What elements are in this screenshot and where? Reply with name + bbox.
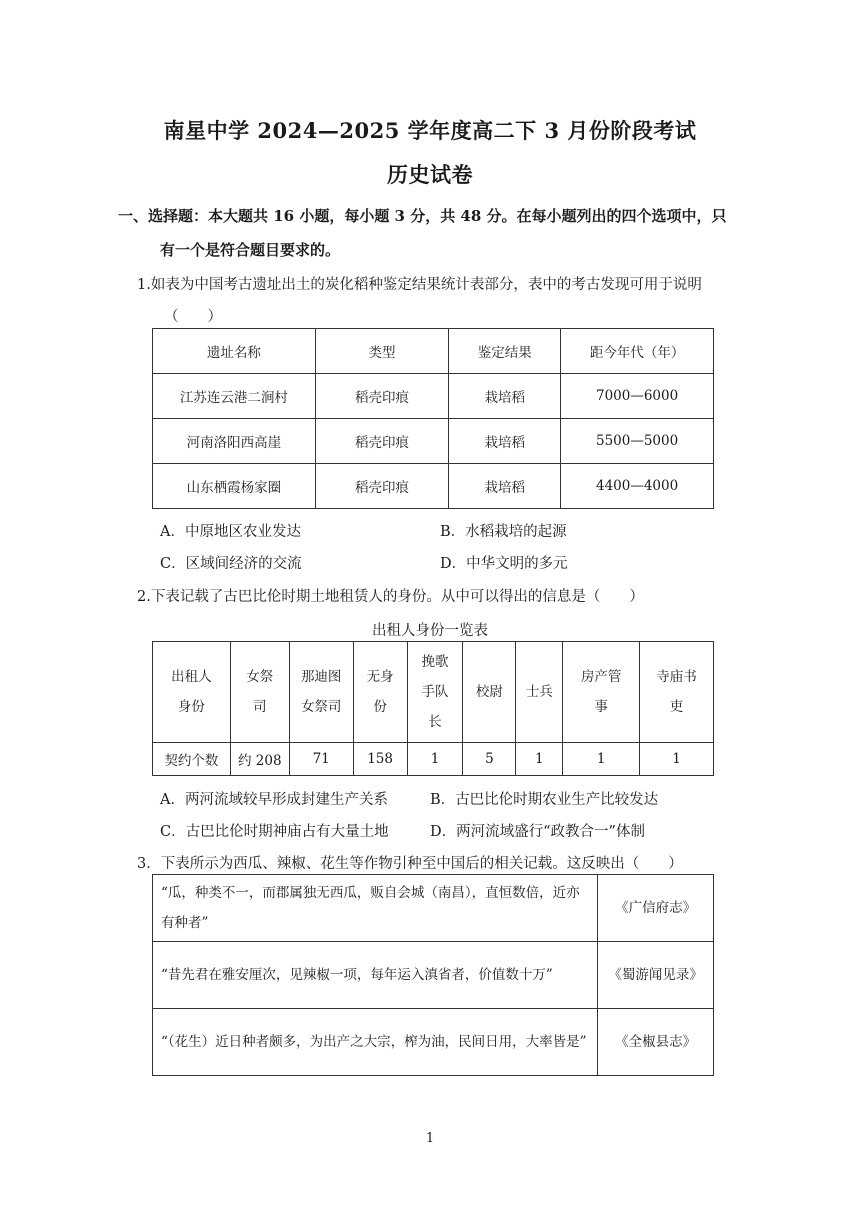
q1-option-c[interactable]: C．区域间经济的交流 [160, 556, 302, 572]
table-cell: 山东栖霞杨家圈 [153, 464, 316, 509]
section-heading: 一、选择题：本大题共 16 小题，每小题 3 分，共 48 分。在每小题列出的四个选项中，只 [118, 207, 727, 225]
table-header-cell: 无身 份 [353, 642, 407, 743]
table-row [153, 1009, 714, 1076]
table-row [153, 374, 714, 419]
table-cell: 约 208 [230, 743, 289, 776]
table-header-cell: 挽歌 手队 长 [407, 642, 463, 743]
table-cell: 1 [407, 743, 463, 776]
table-cell: 1 [516, 743, 563, 776]
q2-option-d[interactable]: D．两河流域盛行“政教合一”体制 [430, 824, 645, 840]
page-number: 1 [425, 1131, 435, 1146]
table-cell: 1 [640, 743, 714, 776]
source-cell: 《广信府志》 [598, 875, 714, 942]
quote-cell: “昔先君在雅安厘次，见辣椒一项，每年运入滇省者，价值数十万” [153, 942, 598, 1009]
exam-subtitle: 历史试卷 [387, 162, 473, 187]
table-header-cell: 寺庙书 吏 [640, 642, 714, 743]
q2-table [152, 641, 714, 776]
table-row-label: 契约个数 [153, 743, 231, 776]
q2-option-a[interactable]: A．两河流域较早形成封建生产关系 [160, 792, 388, 808]
table-row [153, 743, 714, 776]
q1-option-a[interactable]: A．中原地区农业发达 [160, 524, 301, 540]
table-header-cell: 出租人 身份 [153, 642, 231, 743]
table-header-cell: 女祭 司 [230, 642, 289, 743]
section-heading-cont: 有一个是符合题目要求的。 [160, 241, 341, 259]
table-row [153, 875, 714, 942]
quote-cell: “（花生）近日种者颇多，为出产之大宗，榨为油，民间日用，大率皆是” [153, 1009, 598, 1076]
q2-option-b[interactable]: B．古巴比伦时期农业生产比较发达 [430, 792, 659, 808]
table-header-cell: 类型 [315, 329, 449, 374]
table-header-row [153, 642, 714, 743]
q3-table [152, 874, 714, 1076]
table-cell: 5 [463, 743, 516, 776]
quote-cell: “瓜，种类不一，而郡属独无西瓜，贩自会城（南昌），直恒数倍，近亦有种者” [153, 875, 598, 942]
table-row [153, 464, 714, 509]
table-header-cell: 距今年代（年） [561, 329, 714, 374]
table-row [153, 419, 714, 464]
q1-option-d[interactable]: D．中华文明的多元 [440, 556, 568, 572]
q1-option-b[interactable]: B．水稻栽培的起源 [440, 524, 567, 540]
table-cell: 稻壳印痕 [315, 419, 449, 464]
q2-stem: 2.下表记载了古巴比伦时期土地租赁人的身份。从中可以得出的信息是（ ） [137, 589, 644, 605]
table-cell: 71 [289, 743, 353, 776]
table-cell: 稻壳印痕 [315, 464, 449, 509]
table-header-cell: 校尉 [463, 642, 516, 743]
table-cell: 河南洛阳西高崖 [153, 419, 316, 464]
q1-stem: 1.如表为中国考古遗址出土的炭化稻种鉴定结果统计表部分，表中的考古发现可用于说明 [137, 277, 702, 293]
table-cell: 江苏连云港二涧村 [153, 374, 316, 419]
source-cell: 《全椒县志》 [598, 1009, 714, 1076]
table-cell: 158 [353, 743, 407, 776]
q1-answer-blank: （ ） [164, 309, 222, 325]
table-cell: 7000—6000 [561, 374, 714, 419]
table-cell: 栽培稻 [449, 419, 561, 464]
table-cell: 稻壳印痕 [315, 374, 449, 419]
q3-stem: 3．下表所示为西瓜、辣椒、花生等作物引种至中国后的相关记载。这反映出（ ） [137, 856, 683, 872]
table-header-cell: 鉴定结果 [449, 329, 561, 374]
q2-option-c[interactable]: C．古巴比伦时期神庙占有大量土地 [160, 824, 389, 840]
table-cell: 1 [563, 743, 640, 776]
table-cell: 4400—4000 [561, 464, 714, 509]
table-header-cell: 遗址名称 [153, 329, 316, 374]
table-row [153, 942, 714, 1009]
table-header-cell: 房产管 事 [563, 642, 640, 743]
q1-table [152, 328, 714, 509]
table-cell: 栽培稻 [449, 464, 561, 509]
table-cell: 栽培稻 [449, 374, 561, 419]
table-cell: 5500—5000 [561, 419, 714, 464]
table-header-cell: 那迪图 女祭司 [289, 642, 353, 743]
table-header-row [153, 329, 714, 374]
q2-table-caption: 出租人身份一览表 [372, 623, 488, 639]
exam-title: 南星中学 2024—2025 学年度高二下 3 月份阶段考试 [163, 118, 697, 143]
source-cell: 《蜀游闻见录》 [598, 942, 714, 1009]
table-header-cell: 士兵 [516, 642, 563, 743]
